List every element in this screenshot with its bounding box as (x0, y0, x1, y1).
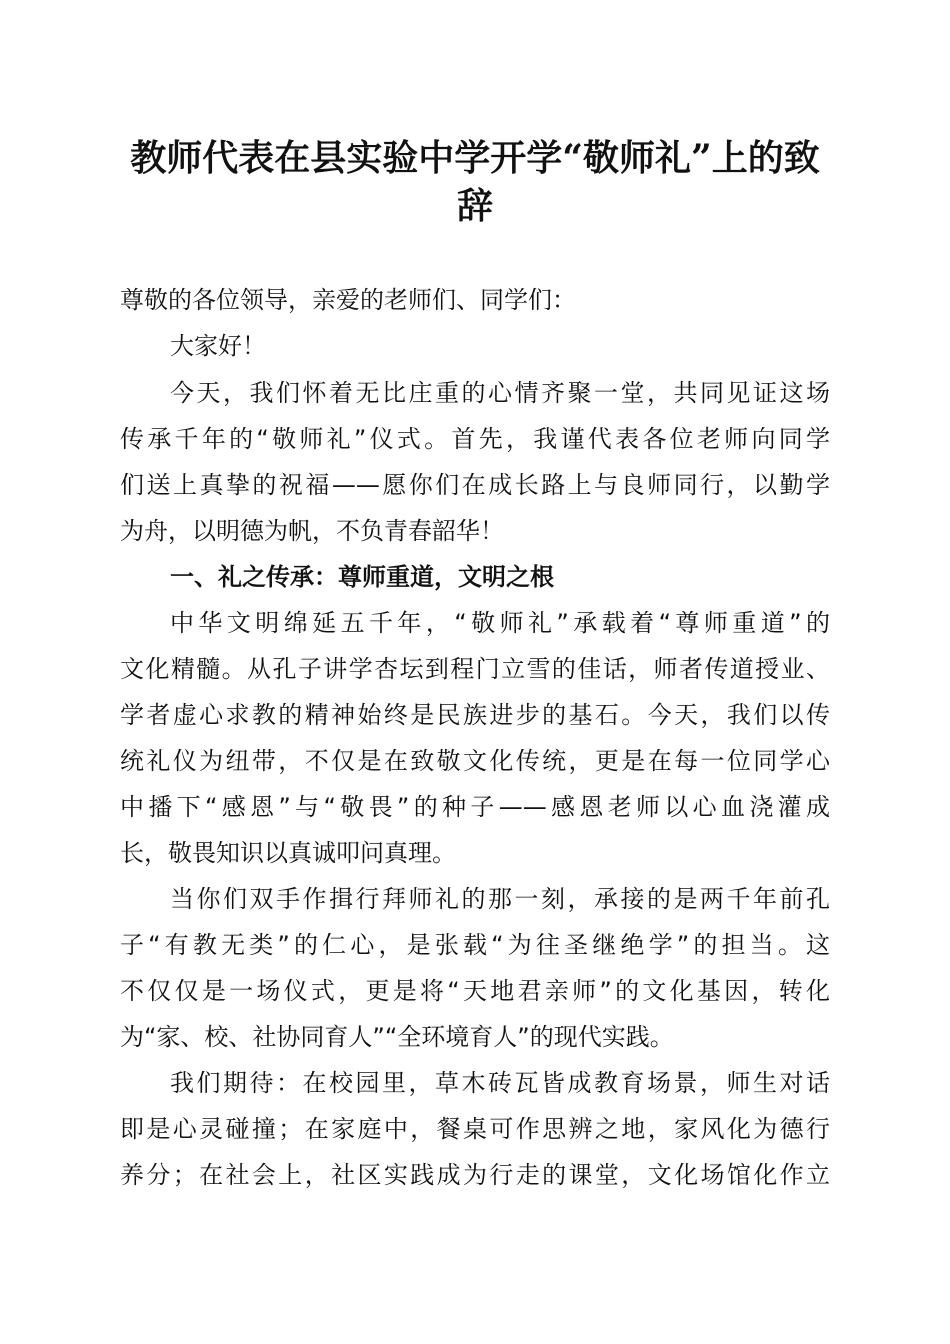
paragraph-2-line: 子“有教无类”的仁心，是张载“为往圣继绝学”的担当。这 (120, 931, 830, 959)
paragraph-1-line: 长，敬畏知识以真诚叩问真理。 (120, 839, 456, 867)
intro-line: 传承千年的“敬师礼”仪式。首先，我谨代表各位老师向同学 (120, 425, 830, 453)
paragraph-1-line: 中华文明绵延五千年，“敬师礼”承载着“尊师重道”的 (170, 609, 830, 637)
document-title-line-1: 教师代表在县实验中学开学“敬师礼”上的致 (130, 137, 820, 179)
paragraph-1-line: 学者虚心求教的精神始终是民族进步的基石。今天，我们以传 (120, 701, 830, 729)
intro-line: 们送上真挚的祝福——愿你们在成长路上与良师同行，以勤学 (120, 471, 830, 499)
paragraph-3-line: 养分；在社会上，社区实践成为行走的课堂，文化场馆化作立 (120, 1161, 830, 1189)
paragraph-1-line: 中播下“感恩”与“敬畏”的种子——感恩老师以心血浇灌成 (120, 793, 830, 821)
paragraph-1-line: 文化精髓。从孔子讲学杏坛到程门立雪的佳话，师者传道授业、 (120, 655, 830, 683)
paragraph-2-line: 为“家、校、社协同育人”“全环境育人”的现代实践。 (120, 1023, 674, 1051)
intro-line: 为舟，以明德为帆，不负青春韶华！ (120, 517, 504, 545)
paragraph-3-line: 即是心灵碰撞；在家庭中，餐桌可作思辨之地，家风化为德行 (120, 1115, 830, 1143)
paragraph-1-line: 统礼仪为纽带，不仅是在致敬文化传统，更是在每一位同学心 (120, 747, 830, 775)
greeting: 大家好！ (170, 332, 266, 360)
section-heading-1: 一、礼之传承：尊师重道，文明之根 (170, 563, 554, 591)
paragraph-3-line: 我们期待：在校园里，草木砖瓦皆成教育场景，师生对话 (170, 1069, 830, 1097)
paragraph-2-line: 当你们双手作揖行拜师礼的那一刻，承接的是两千年前孔 (170, 885, 830, 913)
document-title-line-2: 辞 (456, 185, 493, 227)
intro-line: 今天，我们怀着无比庄重的心情齐聚一堂，共同见证这场 (170, 379, 830, 407)
salutation: 尊敬的各位领导，亲爱的老师们、同学们： (120, 286, 576, 314)
paragraph-2-line: 不仅仅是一场仪式，更是将“天地君亲师”的文化基因，转化 (120, 977, 830, 1005)
